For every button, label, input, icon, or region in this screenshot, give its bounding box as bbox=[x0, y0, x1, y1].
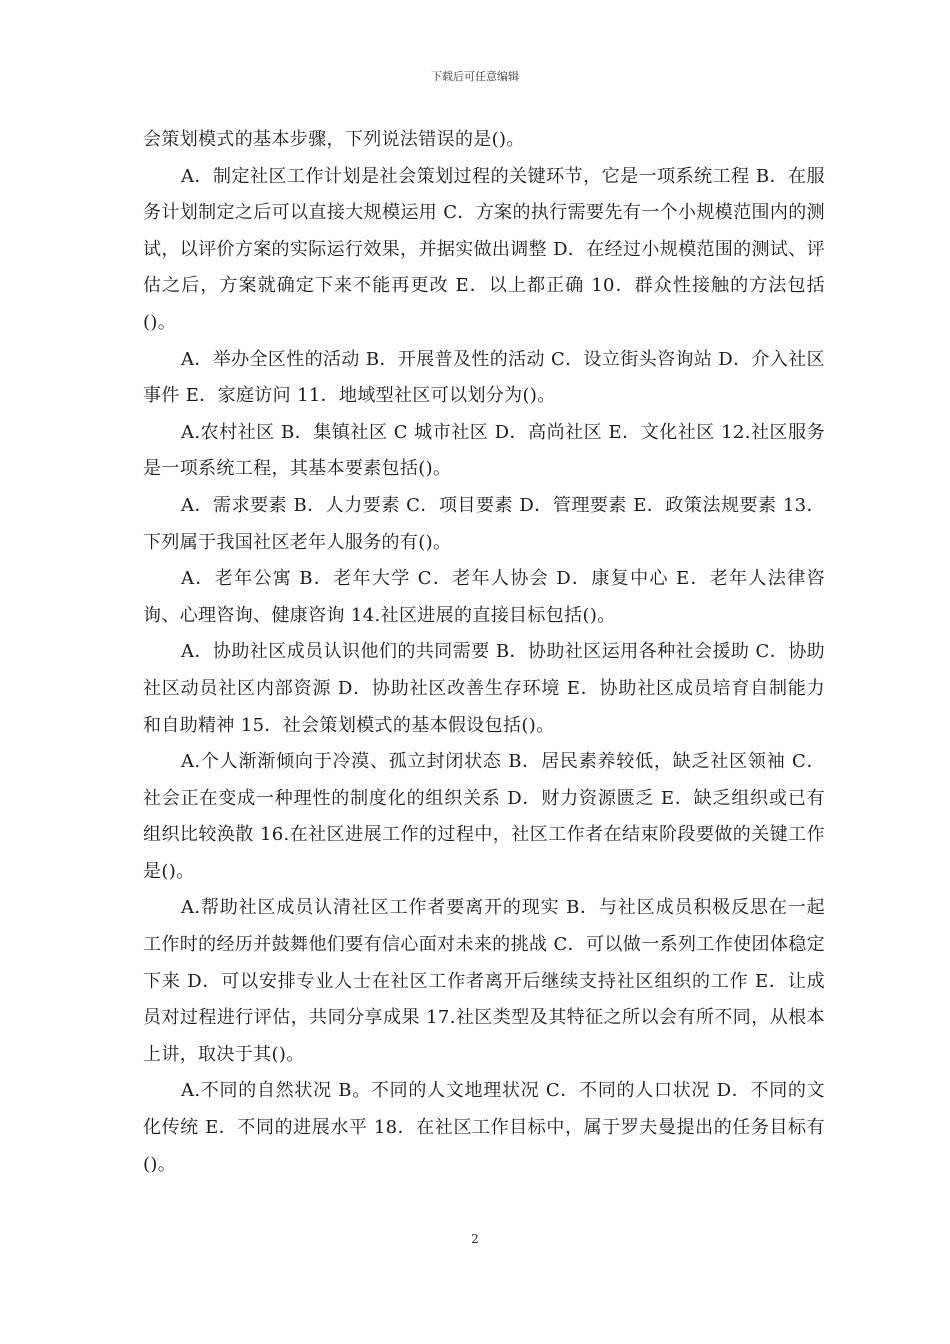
paragraph-options-q14: A．协助社区成员认识他们的共同需要 B．协助社区运用各种社会援助 C．协助社区动员社区内部资源 D．协助社区改善生存环境 E．协助社区成员培育自制能力和自助精神 15．社会策划模式的基本假设包括()。 bbox=[143, 641, 825, 736]
page-header: 下载后可任意编辑 bbox=[431, 70, 519, 83]
paragraph-options-q17: A.不同的自然状况 B。不同的人文地理状况 C．不同的人口状况 D．不同的文化传统 E．不同的进展水平 18．在社区工作目标中，属于罗夫曼提出的任务目标有()。 bbox=[143, 1080, 825, 1175]
document-body bbox=[143, 122, 825, 1183]
paragraph-continuation: 会策划模式的基本步骤，下列说法错误的是()。 bbox=[143, 129, 525, 150]
paragraph-options-q10: A．举办全区性的活动 B．开展普及性的活动 C．设立街头咨询站 D．介入社区事件 E．家庭访问 11．地域型社区可以划分为()。 bbox=[143, 348, 825, 407]
paragraph-options-q11: A.农村社区 B．集镇社区 C 城市社区 D．高尚社区 E．文化社区 12.社区服务是一项系统工程，其基本要素包括()。 bbox=[143, 421, 825, 480]
page-number: 2 bbox=[471, 1232, 479, 1246]
paragraph-options-q9: A．制定社区工作计划是社会策划过程的关键环节，它是一项系统工程 B．在服务计划制定之后可以直接大规模运用 C．方案的执行需要先有一个小规模范围内的测试，以评价方案的实际运行效果，并据实做出调整 D．在经过小规模范围的测试、评估之后，方案就确定下来不能再更改 E．以上都正确 10．群众性接触的方法包括()。 bbox=[143, 165, 825, 333]
paragraph-options-q16: A.帮助社区成员认清社区工作者要离开的现实 B．与社区成员积极反思在一起工作时的经历并鼓舞他们要有信心面对未来的挑战 C．可以做一系列工作使团体稳定下来 D．可以安排专业人士在社区工作者离开后继续支持社区组织的工作 E．让成员对过程进行评估，共同分享成果 17.社区类型及其特征之所以会有所不同，从根本上讲，取决于其()。 bbox=[143, 897, 825, 1065]
paragraph-options-q12: A．需求要素 B．人力要素 C．项目要素 D．管理要素 E．政策法规要素 13．下列属于我国社区老年人服务的有()。 bbox=[143, 494, 825, 553]
paragraph-options-q15: A.个人渐渐倾向于冷漠、孤立封闭状态 B．居民素养较低，缺乏社区领袖 C．社会正在变成一种理性的制度化的组织关系 D．财力资源匮乏 E．缺乏组织或已有组织比较涣散 16.在社区进展工作的过程中，社区工作者在结束阶段要做的关键工作是()。 bbox=[143, 751, 825, 882]
paragraph-options-q13: A．老年公寓 B．老年大学 C．老年人协会 D．康复中心 E．老年人法律咨询、心理咨询、健康咨询 14.社区进展的直接目标包括()。 bbox=[143, 568, 825, 626]
